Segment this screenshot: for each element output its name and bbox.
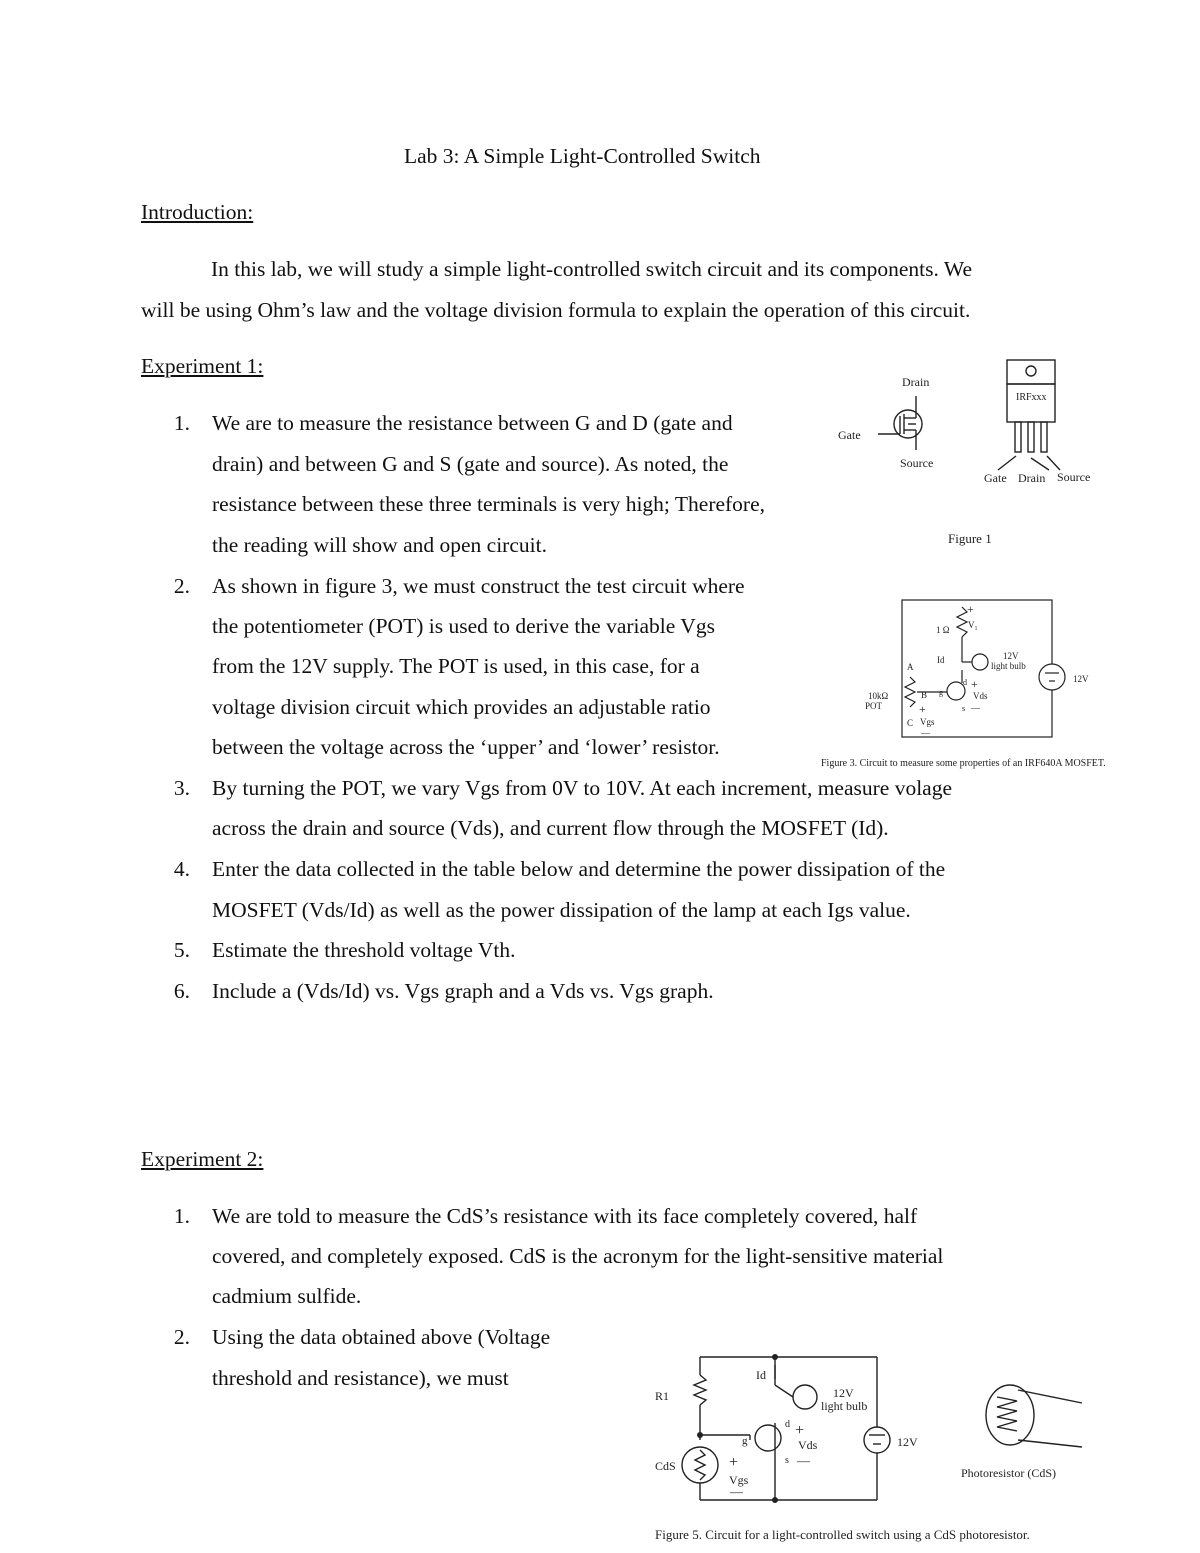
photoresistor-icon xyxy=(986,1385,1034,1445)
exp2-heading: Experiment 2: xyxy=(141,1147,264,1171)
fig1-chip-label: IRFxxx xyxy=(1016,392,1047,403)
fig3-g: g xyxy=(939,688,943,697)
fig3-id: Id xyxy=(937,655,945,665)
list-line: drain) and between G and S (gate and source). As noted, the xyxy=(212,452,729,476)
intro-line-2: will be using Ohm’s law and the voltage division formula to explain the operation of this circuit. xyxy=(141,298,971,322)
fig3-c: C xyxy=(907,718,914,728)
fig3-v1: V₁ xyxy=(968,620,978,630)
fig5-plus-vds: + xyxy=(795,1422,805,1439)
fig5-minus-vds: — xyxy=(797,1453,810,1468)
list-number: 1. xyxy=(173,1204,190,1228)
list-line: By turning the POT, we vary Vgs from 0V to 10V. At each increment, measure volage xyxy=(212,776,953,800)
list-line: the reading will show and open circuit. xyxy=(212,533,547,557)
fig1-pin-drain: Drain xyxy=(1018,471,1046,485)
list-line: voltage division circuit which provides an adjustable ratio xyxy=(212,695,711,719)
fig3-vds: Vds xyxy=(973,691,988,701)
r1-resistor-icon xyxy=(694,1375,706,1405)
list-line: MOSFET (Vds/Id) as well as the power dissipation of the lamp at each Igs value. xyxy=(212,898,911,922)
fig5-minus-vgs: — xyxy=(730,1484,743,1499)
fig3-a: A xyxy=(907,662,914,672)
fig5-caption: Figure 5. Circuit for a light-controlled switch using a CdS photoresistor. xyxy=(655,1527,1030,1542)
intro-heading: Introduction: xyxy=(141,200,254,224)
fig3-plus-top: + xyxy=(967,602,974,616)
fig5-vgs: Vgs xyxy=(729,1473,749,1487)
fig1-source-label: Source xyxy=(900,456,934,470)
figure-1 xyxy=(830,350,1110,550)
fig1-caption: Figure 1 xyxy=(948,531,992,546)
fig5-photo-label: Photoresistor (CdS) xyxy=(961,1466,1057,1480)
fig5-id: Id xyxy=(756,1368,766,1382)
fig5-bulb2: light bulb xyxy=(821,1399,868,1413)
fig3-r1: 1 Ω xyxy=(936,625,950,635)
list-line: cadmium sulfide. xyxy=(212,1284,362,1308)
page-title: Lab 3: A Simple Light-Controlled Switch xyxy=(404,144,761,168)
fig5-s: s xyxy=(785,1455,789,1466)
list-line: across the drain and source (Vds), and current flow through the MOSFET (Id). xyxy=(212,816,889,840)
bulb-icon xyxy=(972,654,988,670)
list-number: 2. xyxy=(173,1325,190,1349)
fig3-s: s xyxy=(962,704,966,713)
fig3-minus-vgs: — xyxy=(921,728,930,738)
to220-package-icon xyxy=(1007,360,1055,384)
fig3-b: B xyxy=(921,690,928,700)
cds-photoresistor-icon xyxy=(682,1447,718,1483)
fig1-gate-label: Gate xyxy=(838,428,861,442)
list-line: from the 12V supply. The POT is used, in this case, for a xyxy=(212,654,700,678)
figure-3 xyxy=(821,595,1155,775)
fig5-r1: R1 xyxy=(655,1389,670,1403)
fig5-d: d xyxy=(785,1419,790,1430)
fig3-bulb2: light bulb xyxy=(991,661,1026,671)
list-line: As shown in figure 3, we must construct the test circuit where xyxy=(212,574,745,598)
fig3-supply: 12V xyxy=(1073,674,1089,684)
list-line: Estimate the threshold voltage Vth. xyxy=(212,938,516,962)
fig1-pin-source: Source xyxy=(1057,470,1091,484)
fig3-minus-vds: — xyxy=(971,703,980,713)
fig1-pin-gate: Gate xyxy=(984,471,1007,485)
list-number: 4. xyxy=(173,857,190,881)
battery-icon xyxy=(1039,664,1065,690)
list-number: 1. xyxy=(173,411,190,435)
list-line: We are told to measure the CdS’s resistance with its face completely covered, half xyxy=(212,1204,918,1228)
list-line: Using the data obtained above (Voltage xyxy=(212,1325,551,1349)
figure-5 xyxy=(645,1345,1105,1550)
fig3-plus-vgs: + xyxy=(919,702,926,716)
list-line: resistance between these three terminals is very high; Therefore, xyxy=(212,492,766,516)
battery-icon xyxy=(864,1427,890,1453)
fig3-vgs: Vgs xyxy=(920,717,935,727)
fig5-cds: CdS xyxy=(655,1459,676,1473)
fig3-caption: Figure 3. Circuit to measure some properties of an IRF640A MOSFET. xyxy=(821,758,1106,769)
list-number: 3. xyxy=(173,776,190,800)
list-line: Include a (Vds/Id) vs. Vgs graph and a Vds vs. Vgs graph. xyxy=(212,979,714,1003)
fig3-plus-vds: + xyxy=(971,677,978,691)
list-number: 5. xyxy=(173,938,190,962)
fig5-vds: Vds xyxy=(798,1438,818,1452)
list-number: 6. xyxy=(173,979,190,1003)
fig3-d: d xyxy=(963,678,967,687)
fig3-pot: 10kΩ xyxy=(868,691,889,701)
fig5-bulb: 12V xyxy=(833,1386,854,1400)
fig3-pot2: POT xyxy=(865,701,883,711)
bulb-icon xyxy=(793,1385,817,1409)
potentiometer-icon xyxy=(905,677,915,707)
fig5-plus-vgs: + xyxy=(729,1454,739,1471)
fig1-drain-label: Drain xyxy=(902,375,930,389)
list-line: threshold and resistance), we must xyxy=(212,1366,509,1390)
intro-line-1: In this lab, we will study a simple light-controlled switch circuit and its components. We xyxy=(211,257,972,281)
list-line: covered, and completely exposed. CdS is the acronym for the light-sensitive material xyxy=(212,1244,944,1268)
list-line: We are to measure the resistance between G and D (gate and xyxy=(212,411,733,435)
exp1-heading: Experiment 1: xyxy=(141,354,264,378)
fig3-bulb: 12V xyxy=(1003,651,1019,661)
fig5-supply: 12V xyxy=(897,1435,918,1449)
fig5-g: g xyxy=(742,1435,748,1447)
list-number: 2. xyxy=(173,574,190,598)
list-line: Enter the data collected in the table below and determine the power dissipation of the xyxy=(212,857,946,881)
list-line: between the voltage across the ‘upper’ and ‘lower’ resistor. xyxy=(212,735,720,759)
list-line: the potentiometer (POT) is used to derive the variable Vgs xyxy=(212,614,715,638)
resistor-icon xyxy=(957,607,967,637)
